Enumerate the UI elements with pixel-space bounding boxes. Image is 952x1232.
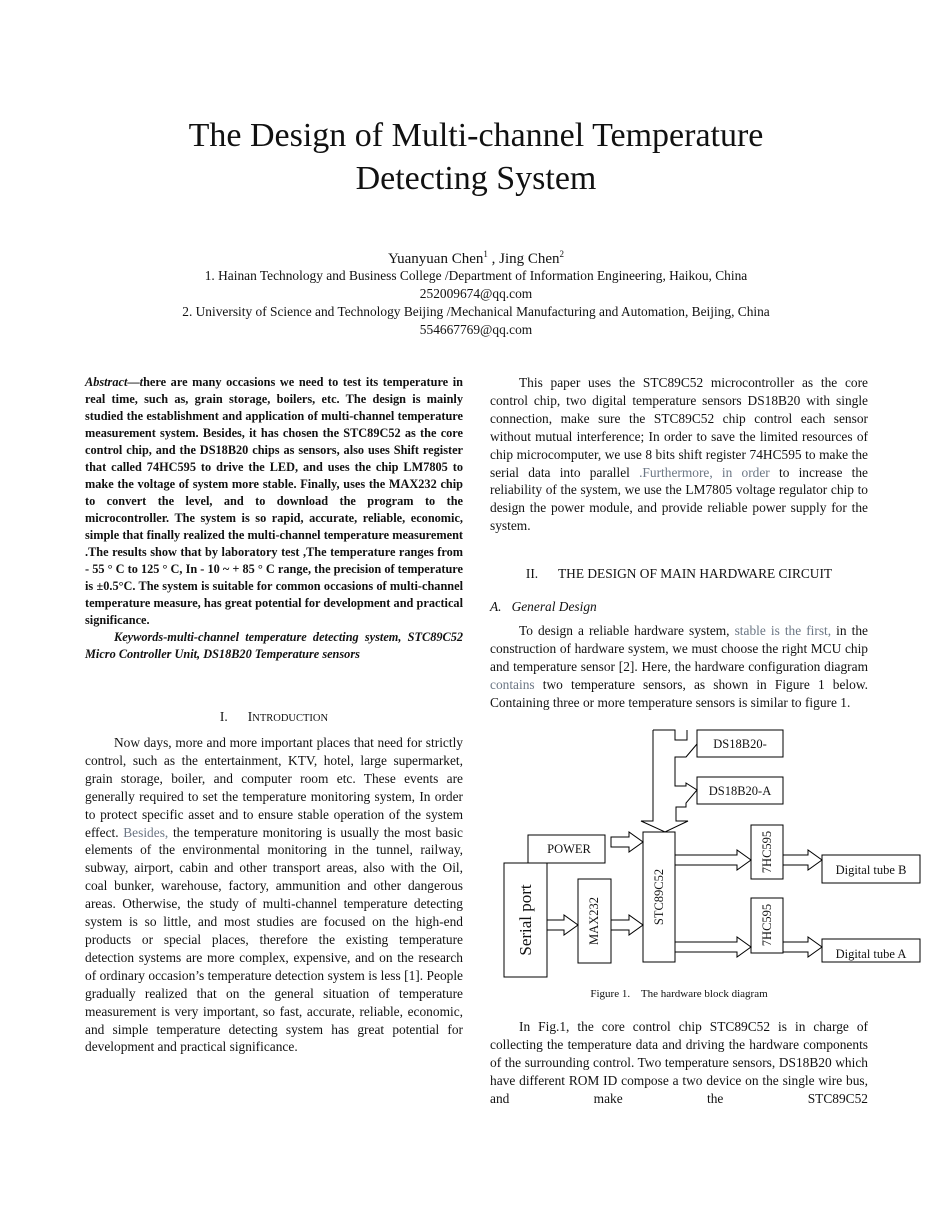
text-run: two temperature sensors, as shown in Figure 1 below. Containing three or more temperature sensors is similar to figure 1. xyxy=(490,676,868,710)
stc89c52-label: STC89C52 xyxy=(652,868,666,926)
section-2-heading: II. THE DESIGN OF MAIN HARDWARE CIRCUIT xyxy=(525,566,833,581)
section-1-number: I. xyxy=(219,709,228,724)
abstract-dash: — xyxy=(127,375,140,389)
affiliation-1: 1. Hainan Technology and Business College /Department of Information Engineering, Haikou, China xyxy=(204,268,748,283)
hc595-top-label: 7HC595 xyxy=(760,830,774,874)
author-1-affil: 1 xyxy=(483,249,488,259)
text-run: This paper uses the STC89C52 microcontroller as the core control chip, two digital temperature sensors DS18B20 with single connection, make sure the STC89C52 chip control each sensor without mutual interference; In order to save the limited resources of chip microcomputer, we use 8 bits shift register 74HC595 to make the serial data into parallel xyxy=(490,375,868,480)
text-run: the temperature monitoring is usually the most basic elements of the environmental monitoring in the tunnel, railway, subway, airport, cabin and other transport areas, also with the Oil, coal bunker, warehouse, factory, ammunition and other dangerous areas. Otherwise, the study of multi-channel temperature detecting system is so little, and most studies are focused on the high-end products or special places, therefore the existing temperature detection systems are more complex, expensive, and on the research of ordinary occasion’s temperature detection system is less [1]. People gradually realized that on the general situation of temperature measurement is very important, so fast, accurate, reliable, economic, and simple temperature detecting system has great potential for development and practical significance. xyxy=(85,824,463,1055)
affiliation-2-email: 554667769@qq.com xyxy=(419,322,533,337)
text-run: to increase the reliability of the system, we use the LM7805 voltage regulator chip to design the power module, and provide reliable power supply for the system. xyxy=(490,464,869,534)
paragraph-text: In Fig.1, the core control chip STC89C52 is in charge of collecting the temperature data and driving the hardware components of the surrounding control. Two temperature sensors, DS18B20 which have different ROM ID compose a two device on the single wire bus, and make the STC89C52 xyxy=(490,1019,868,1106)
max-mcu-arrow xyxy=(611,915,643,935)
subsection-a-heading: A. General Design xyxy=(490,599,597,614)
ds18b20-a-label: DS18B20-A xyxy=(708,784,772,798)
right-paragraph-3 xyxy=(490,1018,868,1108)
text-run: in the construction of hardware system, we must choose the right MCU chip and temperature sensor [2]. Here, the hardware configuration diagram xyxy=(490,623,868,674)
hc-tubea-arrow xyxy=(783,937,822,957)
ds18b20-1-label: DS18B20- xyxy=(713,737,767,751)
text-run: Now days, more and more important places that need for strictly control, such as the entertainment, KTV, hotel, large supermarket, grain storage, boiler, and computer room etc. These events are generally required to set the temperature monitoring system, In order to protect specific asset and to ensure stable operation of the system effect. xyxy=(85,735,463,840)
power-arrow xyxy=(611,832,643,852)
text-run-highlight: Besides, xyxy=(123,824,169,840)
author-sep: , xyxy=(487,251,500,267)
power-label: POWER xyxy=(547,842,591,856)
author-2-affil: 2 xyxy=(559,249,565,259)
digital-tube-b-label: Digital tube B xyxy=(835,863,907,877)
mcu-hc-top-arrow xyxy=(675,850,751,870)
title-line-1: The Design of Multi-channel Temperature xyxy=(188,117,764,154)
affiliation-2: 2. University of Science and Technology Beijing /Mechanical Manufacturing and Automation, Beijing, China xyxy=(182,304,770,319)
serial-port-label: Serial port xyxy=(516,884,535,956)
hc-tubeb-arrow xyxy=(783,850,822,870)
abstract-first-letter: t xyxy=(139,375,144,389)
author-2: Jing Chen xyxy=(499,251,560,267)
hc595-bottom-label: 7HC595 xyxy=(760,903,774,947)
title-line-2: Detecting System xyxy=(355,160,597,197)
section-1-title-rest: NTRODUCTION xyxy=(252,713,329,724)
serial-max-arrow xyxy=(547,915,578,935)
sensor-bus-arrow xyxy=(641,730,697,832)
text-run: To design a reliable hardware system, xyxy=(519,623,735,638)
text-run-highlight: .Furthermore, in order xyxy=(639,464,770,480)
author-1: Yuanyuan Chen xyxy=(387,251,484,267)
digital-tube-a-label: Digital tube A xyxy=(835,947,907,961)
figure-caption: Figure 1. The hardware block diagram xyxy=(590,988,768,1000)
mcu-hc-bottom-arrow xyxy=(675,937,751,957)
text-run-highlight: contains xyxy=(490,676,535,692)
affiliation-1-email: 252009674@qq.com xyxy=(419,286,533,301)
section-1-title-first: I xyxy=(247,709,253,724)
max232-label: MAX232 xyxy=(587,897,601,945)
text-run-highlight: stable is the first, xyxy=(734,623,832,638)
abstract-label: Abstract xyxy=(85,375,128,389)
keywords: Keywords-multi-channel temperature detecting system, STC89C52 Micro Controller Unit, DS18B20 Temperature sensors xyxy=(85,630,463,661)
abstract-text: here are many occasions we need to test its temperature in real time, such as, grain storage, boilers, etc. The design is mainly studied the establishment and application of multi-channel temperature measurement system. Besides, it has chosen the STC89C52 as the core control chip, and the DS18B20 chips as sensors, also uses Shift register that called 74HC595 to drive the LED, and uses the chip LM7805 to make the voltage of system more stable. Finally, uses the MAX232 chip to convert the level, and to download the program to the microcontroller. The system is so rapid, accurate, reliable, economic, simple that finally realized the multi-channel temperature measurement .The results show that by laboratory test ,The temperature ranges from - 55 ° C to 125 ° C, In - 10 ~ + 85 ° C range, the precision of temperature is ±0.5°C. The system is suitable for common occasions of multi-channel temperature measure, has great potential for development and practical significance. xyxy=(85,375,463,627)
